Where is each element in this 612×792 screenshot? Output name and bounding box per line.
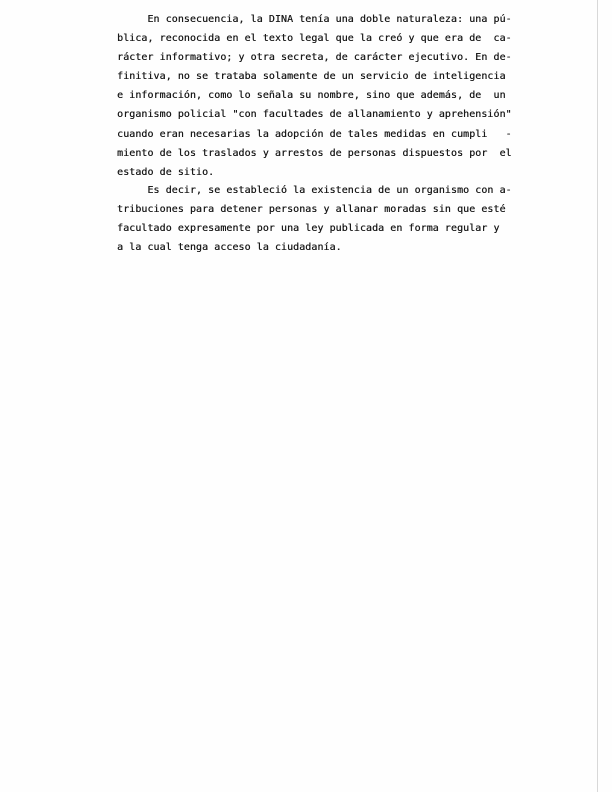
text-line: e información, como lo señala su nombre, sino que además, de un xyxy=(117,90,506,102)
text-line: blica, reconocida en el texto legal que la creó y que era de ca- xyxy=(117,33,512,45)
text-line: facultado expresamente por una ley publicada en forma regular y xyxy=(117,223,500,235)
text-line: rácter informativo; y otra secreta, de carácter ejecutivo. En de- xyxy=(117,52,512,64)
text-line: Es decir, se estableció la existencia de un organismo con a- xyxy=(117,185,512,196)
text-line: En consecuencia, la DINA tenía una doble naturaleza: una pú- xyxy=(117,14,512,25)
text-line: cuando eran necesarias la adopción de tales medidas en cumpli - xyxy=(117,128,512,140)
text-line: miento de los traslados y arrestos de personas dispuestos por el xyxy=(117,147,512,159)
text-line: a la cual tenga acceso la ciudadanía. xyxy=(117,242,342,254)
paragraph-dina-nature xyxy=(117,10,557,182)
text-line: organismo policial "con facultades de allanamiento y aprehensión" xyxy=(117,109,512,121)
paragraph-organism-powers xyxy=(117,181,557,257)
text-line: tribuciones para detener personas y allanar moradas sin que esté xyxy=(117,204,506,216)
page-edge-line xyxy=(597,0,598,792)
text-line: estado de sitio. xyxy=(117,166,215,178)
text-line: finitiva, no se trataba solamente de un servicio de inteligencia xyxy=(117,71,506,83)
